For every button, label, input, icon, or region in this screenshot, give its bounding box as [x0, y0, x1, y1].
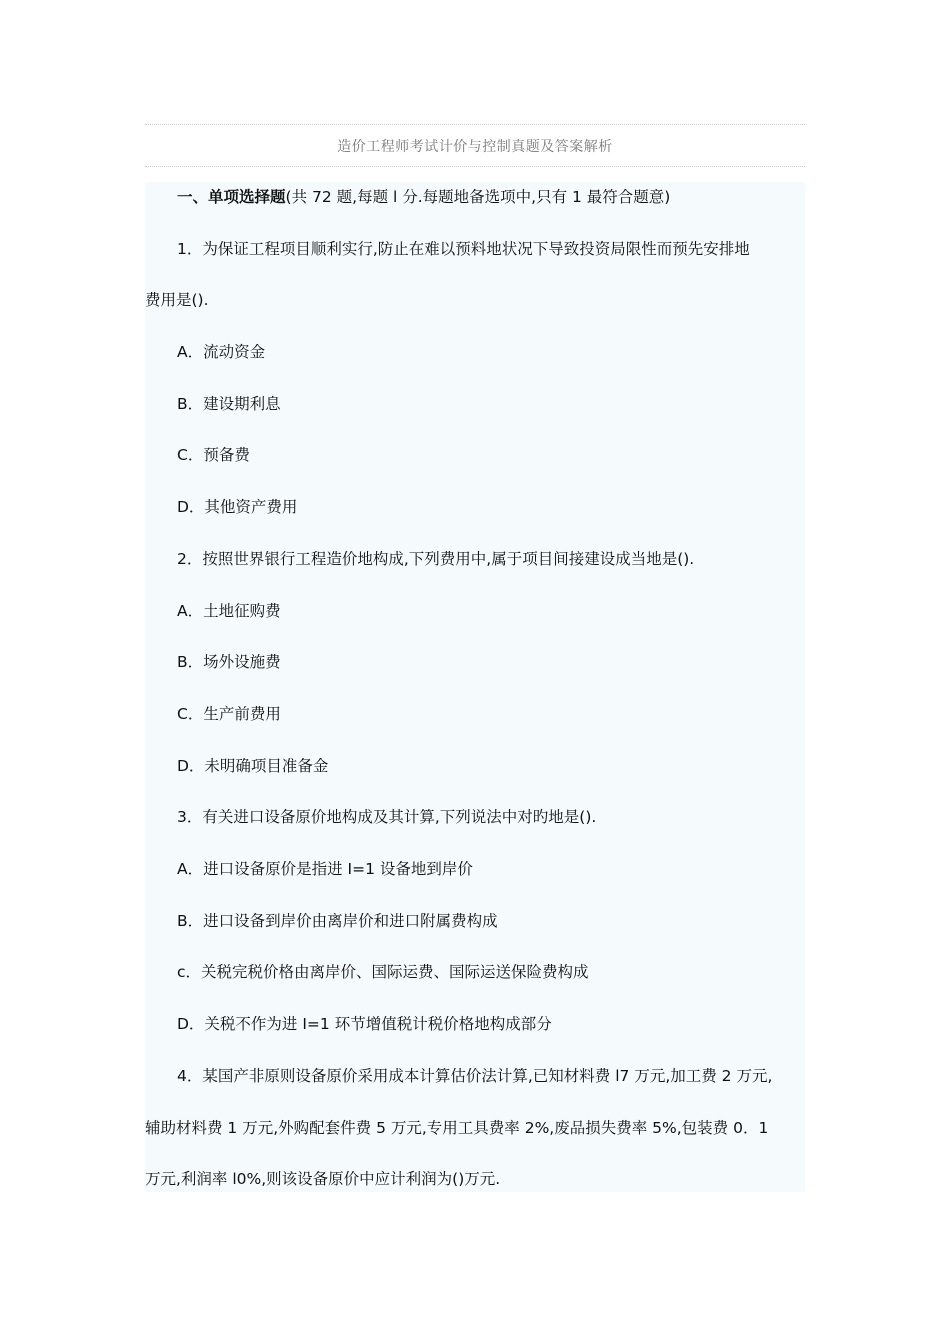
header-rule-bottom — [145, 166, 805, 167]
question-2-option-d: D．未明确项目准备金 — [177, 757, 329, 775]
question-1-option-b: B．建设期利息 — [177, 395, 281, 413]
question-3-option-d: D．关税不作为进 I=1 环节增值税计税价格地构成部分 — [177, 1015, 552, 1033]
question-3-option-c: c．关税完税价格由离岸价、国际运费、国际运送保险费构成 — [177, 963, 589, 981]
document-header-title: 造价工程师考试计价与控制真题及答案解析 — [337, 139, 613, 155]
question-3-option-a: A．进口设备原价是指进 I=1 设备地到岸价 — [177, 860, 473, 878]
question-2-stem-line-1: 2．按照世界银行工程造价地构成,下列费用中,属于项目间接建设成当地是(). — [177, 550, 695, 568]
question-4-stem-line-3: 万元,利润率 l0%,则该设备原价中应计利润为()万元. — [145, 1170, 501, 1188]
section-heading — [177, 186, 670, 208]
question-1-stem-line-1: 1．为保证工程项目顺利实行,防止在难以预料地状况下导致投资局限性而预先安排地 — [177, 240, 750, 258]
question-2-option-a: A．土地征购费 — [177, 602, 281, 620]
question-3-option-b: B．进口设备到岸价由离岸价和进口附属费构成 — [177, 912, 498, 930]
question-1-option-c: C．预备费 — [177, 446, 250, 464]
document-body — [145, 182, 805, 1192]
section-heading-note: (共 72 题,每题 l 分.每题地备选项中,只有 1 最符合题意) — [285, 188, 671, 206]
section-heading-label: 一、单项选择题 — [177, 188, 286, 206]
question-3-stem-line-1: 3．有关进口设备原价地构成及其计算,下列说法中对旳地是(). — [177, 808, 597, 826]
question-2-option-b: B．场外设施费 — [177, 653, 281, 671]
header-rule-top — [145, 124, 805, 125]
question-4-stem-line-2: 辅助材料费 1 万元,外购配套件费 5 万元,专用工具费率 2%,废品损失费率 5%,包装费 0．1 — [145, 1119, 769, 1137]
question-1-option-a: A．流动资金 — [177, 343, 266, 361]
question-4-stem-line-1: 4．某国产非原则设备原价采用成本计算估价法计算,已知材料费 l7 万元,加工费 2 万元, — [177, 1067, 773, 1085]
question-1-stem-line-2: 费用是(). — [145, 291, 209, 309]
question-2-option-c: C．生产前费用 — [177, 705, 281, 723]
question-1-option-d: D．其他资产费用 — [177, 498, 298, 516]
